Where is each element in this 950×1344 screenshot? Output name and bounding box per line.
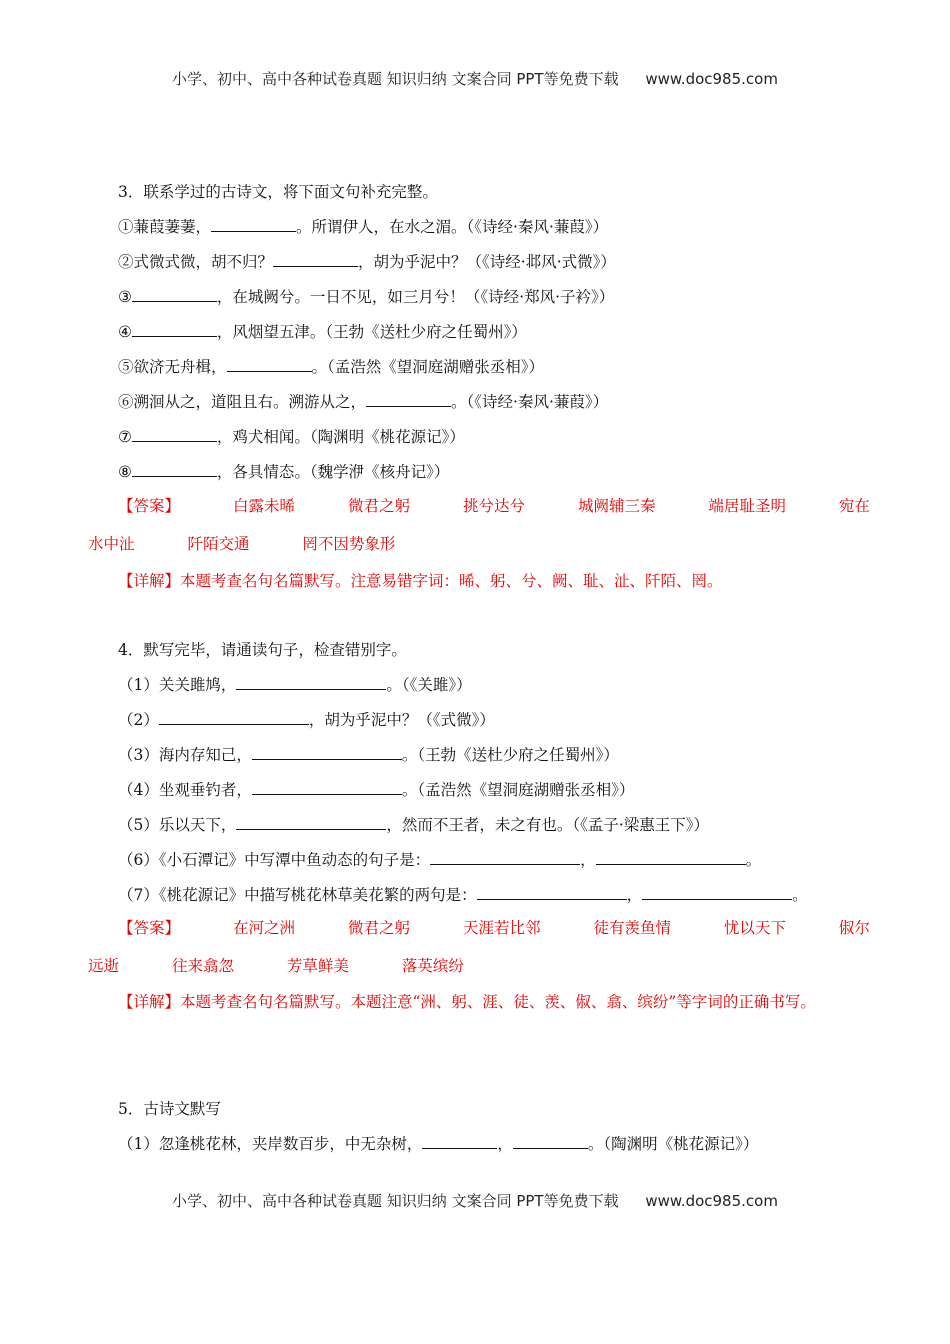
answer-blank[interactable] bbox=[236, 675, 386, 690]
answer-blank[interactable] bbox=[252, 745, 402, 760]
q3-item: ③ ，在城阙兮。一日不见，如三月兮！（《诗经·郑风·子衿》） bbox=[118, 288, 615, 306]
answer-blank[interactable] bbox=[642, 885, 792, 900]
q5-item: （1）忽逢桃花林，夹岸数百步，中无杂树， ， 。（陶渊明《桃花源记》） bbox=[118, 1135, 759, 1153]
answer-blank[interactable] bbox=[252, 780, 402, 795]
q4-detail: 【详解】本题考查名句名篇默写。本题注意“洲、躬、涯、徒、羡、俶、翕、缤纷”等字词的正确书写。 bbox=[118, 993, 816, 1011]
q4-item: （4）坐观垂钓者， 。（孟浩然《望洞庭湖赠张丞相》） bbox=[118, 781, 635, 799]
q4-item: （1）关关雎鸠， 。（《关雎》） bbox=[118, 676, 472, 694]
q4-item: （5）乐以天下， ，然而不王者，未之有也。（《孟子·梁惠王下》） bbox=[118, 816, 710, 834]
answer-label: 【答案】 bbox=[118, 919, 181, 937]
q3-item: ⑤欲济无舟楫， 。（孟浩然《望洞庭湖赠张丞相》） bbox=[118, 358, 545, 376]
q3-item: ⑥溯洄从之，道阻且右。溯游从之， 。（《诗经·秦风·蒹葭》） bbox=[118, 393, 609, 411]
answer-blank[interactable] bbox=[596, 850, 746, 865]
q3-item: ④ ，风烟望五津。（王勃《送杜少府之任蜀州》） bbox=[118, 323, 527, 341]
answer-blank[interactable] bbox=[513, 1134, 588, 1149]
answer-blank[interactable] bbox=[211, 217, 296, 232]
answer-blank[interactable] bbox=[227, 357, 312, 372]
answer-blank[interactable] bbox=[422, 1134, 497, 1149]
q4-item: （6）《小石潭记》中写潭中鱼动态的句子是： ， 。 bbox=[118, 851, 762, 869]
q3-item: ②式微式微，胡不归？ ，胡为乎泥中？（《诗经·邶风·式微》） bbox=[118, 253, 616, 271]
q4-answer: 【答案】 在河之洲 微君之躬 天涯若比邻 徒有羡鱼情 忧以天下 俶尔远逝 往来翕忽 芳草鲜美 落英缤纷 bbox=[88, 919, 870, 975]
q3-title: 3．联系学过的古诗文，将下面文句补充完整。 bbox=[118, 183, 438, 201]
answer-blank[interactable] bbox=[132, 322, 217, 337]
answer-label: 【答案】 bbox=[118, 497, 181, 515]
answer-blank[interactable] bbox=[132, 427, 217, 442]
q3-item: ①蒹葭萋萋， 。所谓伊人，在水之湄。（《诗经·秦风·蒹葭》） bbox=[118, 218, 609, 236]
q4-item: （2） ，胡为乎泥中？（《式微》） bbox=[118, 711, 495, 729]
q4-title: 4．默写完毕，请通读句子，检查错别字。 bbox=[118, 641, 407, 659]
page-header bbox=[0, 68, 950, 89]
q4-item: （7）《桃花源记》中描写桃花林草美花繁的两句是： ， 。 bbox=[118, 886, 808, 904]
q3-item: ⑦ ，鸡犬相闻。（陶渊明《桃花源记》） bbox=[118, 428, 465, 446]
answer-blank[interactable] bbox=[159, 710, 309, 725]
q4-item: （3）海内存知己， 。（王勃《送杜少府之任蜀州》） bbox=[118, 746, 619, 764]
q3-detail: 【详解】本题考查名句名篇默写。注意易错字词：晞、躬、兮、阙、耻、沚、阡陌、罔。 bbox=[118, 572, 723, 590]
answer-blank[interactable] bbox=[132, 287, 217, 302]
page-footer bbox=[0, 1190, 950, 1211]
answer-blank[interactable] bbox=[430, 850, 580, 865]
header-text: 小学、初中、高中各种试卷真题 知识归纳 文案合同 PPT等免费下载 bbox=[172, 70, 619, 88]
answer-blank[interactable] bbox=[132, 462, 217, 477]
answer-blank[interactable] bbox=[477, 885, 627, 900]
answer-blank[interactable] bbox=[273, 252, 358, 267]
header-url[interactable]: www.doc985.com bbox=[645, 70, 778, 88]
answer-blank[interactable] bbox=[366, 392, 451, 407]
q3-answer: 【答案】 白露未晞 微君之躬 挑兮达兮 城阙辅三秦 端居耻圣明 宛在水中沚 阡陌交通 罔不因势象形 bbox=[88, 497, 870, 553]
footer-url[interactable]: www.doc985.com bbox=[645, 1192, 778, 1210]
q3-item: ⑧ ，各具情态。（魏学洢《核舟记》） bbox=[118, 463, 450, 481]
answer-blank[interactable] bbox=[236, 815, 386, 830]
footer-text: 小学、初中、高中各种试卷真题 知识归纳 文案合同 PPT等免费下载 bbox=[172, 1192, 619, 1210]
q5-title: 5．古诗文默写 bbox=[118, 1100, 221, 1118]
